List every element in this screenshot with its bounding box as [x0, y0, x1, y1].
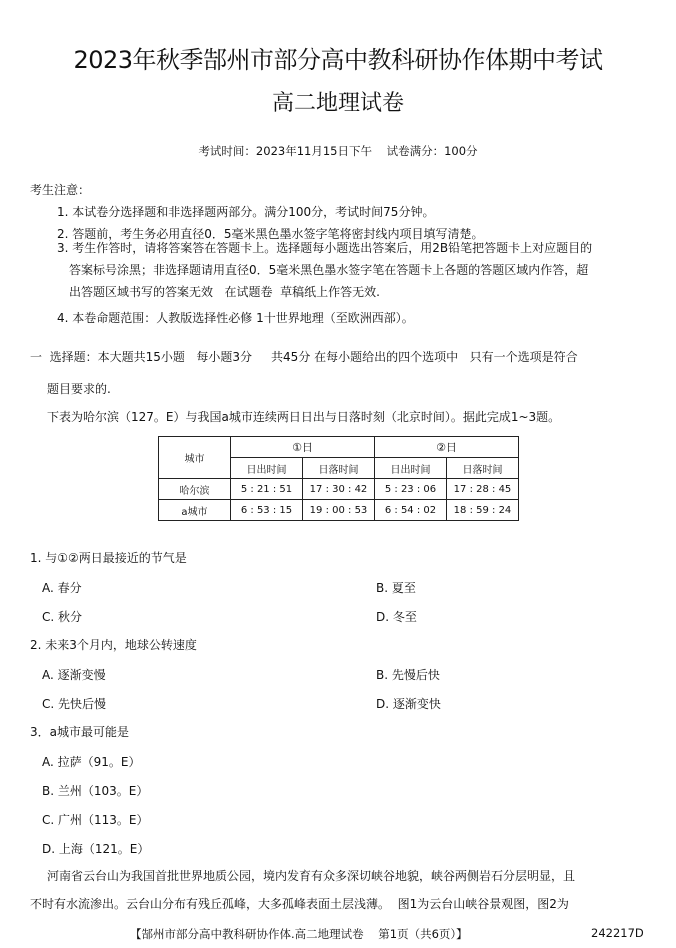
passage-line-2: 不时有水流渗出。云台山分布有残丘孤峰，大多孤峰表面土层浅薄。 图1为云台山峡谷景观图，图2为	[30, 897, 569, 911]
question-2-stem: 2. 未来3个月内，地球公转速度	[30, 638, 197, 652]
sunrise-sunset-table	[158, 436, 519, 521]
question-2-option-c: C. 先快后慢	[42, 697, 107, 711]
table-intro: 下表为哈尔滨（127。E）与我国a城市连续两日日出与日落时刻（北京时间）。据此完成1~3题。	[47, 410, 561, 424]
table-header-city: 城市	[159, 437, 231, 479]
table-header-sunrise: 日出时间	[231, 458, 303, 479]
table-header-sunset: 日落时间	[447, 458, 519, 479]
question-1-option-a: A. 春分	[42, 581, 82, 595]
passage-line-1: 河南省云台山为我国首批世界地质公园，境内发育有众多深切峡谷地貌，峡谷两侧岩石分层明显，且	[47, 869, 576, 883]
table-cell: 18 : 59 : 24	[447, 500, 519, 521]
table-row	[159, 500, 519, 521]
table-cell: 5 : 23 : 06	[375, 479, 447, 500]
section-heading-cont: 题目要求的.	[47, 382, 111, 396]
question-3-stem: 3．a城市最可能是	[30, 725, 129, 739]
exam-subtitle: 高二地理试卷	[271, 91, 404, 116]
page-footer: 【郜州市部分高中教科研协作体.高二地理试卷 第1页（共6页）】	[130, 927, 468, 941]
notice-item-1: 1. 本试卷分选择题和非选择题两部分。满分100分，考试时间75分钟。	[57, 205, 435, 219]
question-3-option-d: D. 上海（121。E）	[42, 842, 150, 856]
table-header-sunset: 日落时间	[303, 458, 375, 479]
question-1-option-d: D. 冬至	[376, 610, 417, 624]
notice-heading: 考生注意：	[30, 183, 91, 197]
question-2-option-d: D. 逐渐变快	[376, 697, 441, 711]
notice-item-4: 4. 本卷命题范围：人教版选择性必修 1十世界地理（至欧洲西部）。	[57, 311, 414, 325]
paper-code: 242217D	[591, 926, 644, 940]
table-cell: 17 : 30 : 42	[303, 479, 375, 500]
table-cell-city: 哈尔滨	[159, 479, 231, 500]
question-1-stem: 1. 与①②两日最接近的节气是	[30, 551, 187, 565]
exam-info: 考试时间：2023年11月15日下午 试卷满分：100分	[198, 144, 478, 158]
question-1-option-b: B. 夏至	[376, 581, 416, 595]
table-row	[159, 479, 519, 500]
question-2-option-b: B. 先慢后快	[376, 668, 440, 682]
exam-title: 2023年秋季郜州市部分高中教科研协作体期中考试	[73, 46, 603, 74]
question-3-option-b: B. 兰州（103。E）	[42, 784, 149, 798]
question-2-option-a: A. 逐渐变慢	[42, 668, 106, 682]
table-header-day1: ①日	[231, 437, 375, 458]
question-1-option-c: C. 秋分	[42, 610, 83, 624]
notice-item-3: 3. 考生作答时，请将答案答在答题卡上。选择题每小题选出答案后，用2B铅笔把答题卡上对应题目的	[57, 241, 593, 255]
notice-item-2: 2. 答题前，考生务必用直径0．5毫米黑色墨水签字笔将密封线内项目填写清楚。	[57, 227, 484, 241]
question-3-option-a: A. 拉萨（91。E）	[42, 755, 141, 769]
table-header-sunrise: 日出时间	[375, 458, 447, 479]
table-cell: 5 : 21 : 51	[231, 479, 303, 500]
table-cell-city: a城市	[159, 500, 231, 521]
notice-item-3-cont-2: 出答题区域书写的答案无效 在试题卷 草稿纸上作答无效.	[69, 285, 380, 299]
table-header-day2: ②日	[375, 437, 519, 458]
question-3-option-c: C. 广州（113。E）	[42, 813, 149, 827]
section-heading: 一 选择题：本大题共15小题 每小题3分 共45分 在每小题给出的四个选项中 只有一个选项是符合	[30, 350, 578, 364]
table-cell: 6 : 54 : 02	[375, 500, 447, 521]
table-cell: 17 : 28 : 45	[447, 479, 519, 500]
table-cell: 6 : 53 : 15	[231, 500, 303, 521]
table-cell: 19 : 00 : 53	[303, 500, 375, 521]
notice-item-3-cont-1: 答案标号涂黑；非选择题请用直径0．5毫米黑色墨水签字笔在答题卡上各题的答题区域内作答，超	[69, 263, 589, 277]
